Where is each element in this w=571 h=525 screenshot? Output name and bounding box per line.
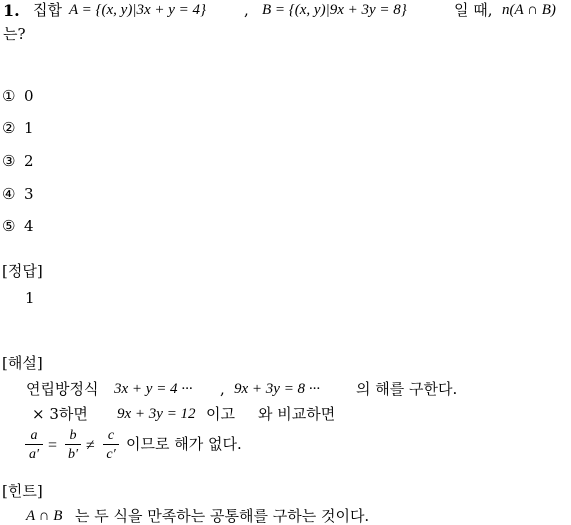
fraction-c-numerator: c (107, 428, 115, 443)
hint-text: 는 두 식을 만족하는 공통해를 구하는 것이다. (75, 507, 370, 525)
explanation-line1-intro: 연립방정식 (26, 380, 99, 398)
fraction-b (65, 428, 81, 462)
fraction-bar (103, 444, 119, 445)
hint-expression: A ∩ B (26, 508, 63, 524)
set-separator: , (244, 1, 249, 19)
fraction-a-denominator: a′ (28, 447, 40, 462)
explanation-label: [해설] (2, 354, 43, 372)
choice-marker: ① (2, 87, 16, 105)
question-text-condition: 일 때, (454, 1, 493, 19)
question-text-end: 는? (3, 25, 26, 43)
fraction-a-numerator: a (30, 428, 38, 443)
choice-value: 3 (24, 185, 34, 203)
question-number: 1. (3, 1, 20, 20)
fraction-a (25, 428, 43, 462)
equation-2: 9x + 3y = 8 ··· (234, 381, 321, 397)
explanation-line2-multiply: × 3하면 (32, 405, 88, 423)
fraction-c (103, 428, 119, 462)
fraction-c-denominator: c′ (106, 447, 116, 462)
set-a-definition: A = {(x, y)|3x + y = 4} (69, 2, 206, 18)
equation-separator: , (220, 380, 225, 398)
equation-1: 3x + y = 4 ··· (114, 381, 193, 397)
answer-label: [정답] (2, 262, 43, 280)
equals-sign: = (48, 437, 58, 454)
fraction-b-denominator: b′ (67, 447, 79, 462)
set-b-definition: B = {(x, y)|9x + 3y = 8} (262, 2, 407, 18)
fraction-bar (65, 444, 81, 445)
answer-value: 1 (25, 289, 35, 307)
explanation-line1-end: 의 해를 구한다. (356, 380, 458, 398)
equation-scaled: 9x + 3y = 12 (117, 406, 196, 422)
choice-marker: ⑤ (2, 217, 16, 235)
hint-label: [힌트] (2, 482, 43, 500)
question-text-intro: 집합 (33, 1, 62, 19)
explanation-line2-conj: 이고 (206, 405, 235, 423)
choice-value: 0 (24, 87, 34, 105)
not-equal-sign: ≠ (86, 437, 95, 454)
choice-marker: ② (2, 119, 16, 137)
choice-marker: ③ (2, 152, 16, 170)
explanation-line2-compare: 와 비교하면 (258, 405, 336, 423)
explanation-conclusion: 이므로 해가 없다. (126, 435, 242, 453)
choice-marker: ④ (2, 185, 16, 203)
intersection-count-expr: n(A ∩ B) (502, 2, 556, 18)
choice-value: 4 (24, 217, 34, 235)
fraction-b-numerator: b (69, 428, 77, 443)
choice-value: 2 (24, 152, 34, 170)
choice-value: 1 (24, 119, 34, 137)
fraction-bar (25, 444, 43, 445)
